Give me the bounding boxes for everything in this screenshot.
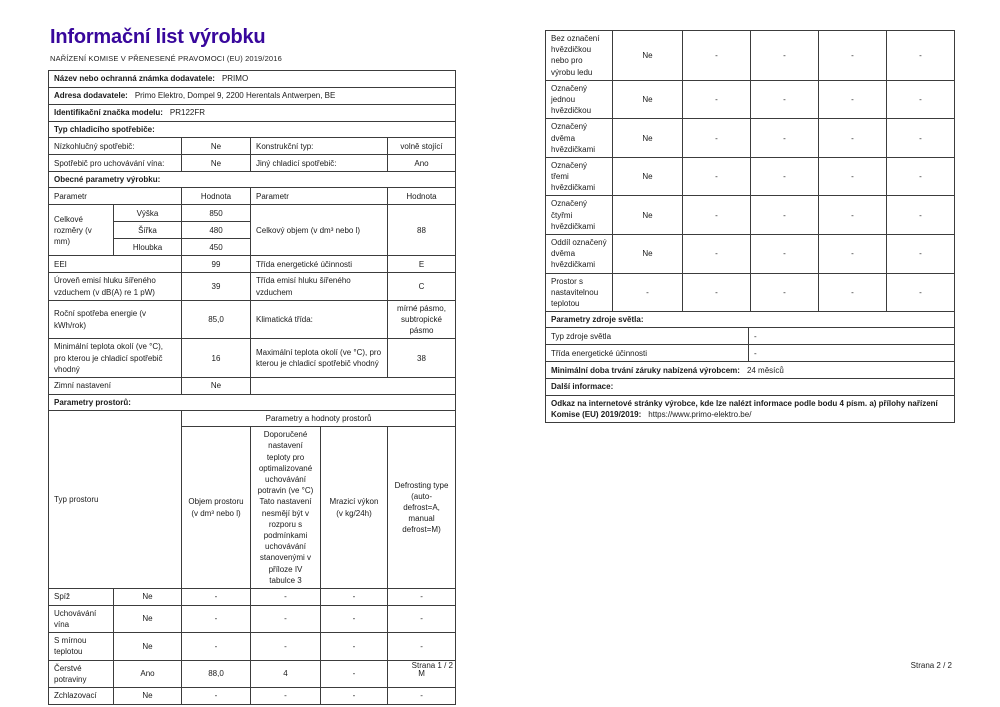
compartment-value-cell: - [683,196,751,235]
compartment-row [49,633,456,660]
light-section-header: Parametry zdroje světla: [546,312,955,328]
compartment-name-cell: Čerstvé potraviny [49,660,114,687]
compartment-row [49,660,456,687]
parameter-row [49,273,456,300]
compartment-value-cell: - [751,31,819,81]
param-value-cell: - [749,345,955,362]
warranty-cell [546,362,955,379]
param-value-cell: 99 [182,256,251,273]
column-header: Doporučené nastavení teploty pro optimalizované uchovávání potravin (ve °C) Tato nastavení nesmějí být v rozporu s podmínkami uchovávání stanovenými v příloze IV tabulce 3 [251,427,321,589]
type-row [49,138,456,155]
compartment-name-cell: Bez označení hvězdičkou nebo pro výrobu ledu [546,31,613,81]
compartment-row [49,588,456,605]
column-header: Parametr [251,188,388,205]
param-label-cell: Jiný chladicí spotřebič: [251,155,388,172]
compartment-value-cell: - [751,235,819,274]
compartment-value-cell: - [751,119,819,158]
compartments-section-header-row [49,394,456,410]
param-label-cell: Konstrukční typ: [251,138,388,155]
compartment-present-cell: Ne [613,235,683,274]
supplier-name-value: PRIMO [221,74,249,84]
compartment-type-header: Typ prostoru [49,411,182,589]
compartments-span-header: Parametry a hodnoty prostorů [182,411,456,427]
general-parameters-table [48,171,456,395]
compartment-value-cell: - [321,588,388,605]
compartment-value-cell: - [819,80,887,119]
compartment-name-cell: Označený třemi hvězdičkami [546,157,613,196]
model-id-value: PR122FR [169,108,206,118]
compartment-value-cell: - [683,157,751,196]
dimension-value-cell: 480 [182,222,251,239]
light-row [546,345,955,362]
compartment-row [546,196,955,235]
compartment-value-cell: - [819,196,887,235]
parameter-row [49,256,456,273]
parameter-row [49,339,456,378]
page-2 [545,0,954,707]
warranty-label: Minimální doba trvání záruky nabízená výrobcem: [551,365,740,375]
light-row [546,328,955,345]
param-label-cell: Spotřebič pro uchovávání vína: [49,155,182,172]
compartment-name-cell: Označený dvěma hvězdičkami [546,119,613,158]
compartment-value-cell: - [887,157,955,196]
compartment-value-cell: - [251,605,321,632]
column-header: Hodnota [388,188,456,205]
compartment-present-cell: Ne [613,196,683,235]
param-value-cell: 16 [182,339,251,378]
supplier-address-cell [49,88,456,105]
compartment-value-cell: - [819,119,887,158]
compartment-value-cell: - [683,31,751,81]
compartment-present-cell: Ne [114,688,182,705]
compartment-value-cell: - [321,633,388,660]
param-value-cell: mírné pásmo, subtropické pásmo [388,300,456,339]
type-section-header: Typ chladicího spotřebiče: [49,122,456,138]
light-source-table [545,311,955,423]
compartments-section-header: Parametry prostorů: [49,394,456,410]
parameter-row [49,300,456,339]
compartment-value-cell: - [182,688,251,705]
compartment-value-cell: - [819,157,887,196]
manufacturer-link-cell [546,395,955,422]
compartment-name-cell: Označený jednou hvězdičkou [546,80,613,119]
compartment-value-cell: - [683,273,751,312]
param-value-cell: Ne [182,155,251,172]
compartment-row [49,688,456,705]
total-volume-value-cell: 88 [388,205,456,256]
param-label-cell: Zimní nastavení [49,377,182,394]
compartment-value-cell: - [887,80,955,119]
type-row [49,155,456,172]
compartment-value-cell: - [321,688,388,705]
dimension-name-cell: Hloubka [114,239,182,256]
compartment-value-cell: - [388,588,456,605]
column-header: Objem prostoru (v dm³ nebo l) [182,427,251,589]
compartment-row [49,605,456,632]
dimension-value-cell: 850 [182,205,251,222]
param-label-cell: Maximální teplota okolí (ve °C), pro kterou je chladicí spotřebič vhodný [251,339,388,378]
column-header: Parametr [49,188,182,205]
compartment-present-cell: Ne [613,157,683,196]
compartment-row [546,80,955,119]
compartments-table [48,394,456,705]
param-value-cell: Ne [182,138,251,155]
column-header: Mrazicí výkon (v kg/24h) [321,427,388,589]
param-label-cell: Třída energetické účinnosti [546,345,749,362]
appliance-type-table [48,121,456,172]
dimensions-label-cell: Celkové rozměry (v mm) [49,205,114,256]
param-label-cell: Nízkohlučný spotřebič: [49,138,182,155]
compartment-present-cell: Ne [613,80,683,119]
param-label-cell: Úroveň emisí hluku šířeného vzduchem (v dB(A) re 1 pW) [49,273,182,300]
compartment-value-cell: - [887,196,955,235]
compartment-row [546,235,955,274]
param-value-cell: 85,0 [182,300,251,339]
compartment-present-cell: Ne [613,31,683,81]
compartment-name-cell: Uchovávání vína [49,605,114,632]
compartment-value-cell: - [251,633,321,660]
compartment-value-cell: - [819,31,887,81]
compartment-present-cell: Ano [114,660,182,687]
dimension-name-cell: Výška [114,205,182,222]
compartment-value-cell: - [751,196,819,235]
compartment-present-cell: Ne [114,633,182,660]
compartment-value-cell: - [683,119,751,158]
compartment-value-cell: 88,0 [182,660,251,687]
compartment-name-cell: Označený čtyřmi hvězdičkami [546,196,613,235]
compartment-value-cell: - [887,235,955,274]
compartment-value-cell: - [751,273,819,312]
compartment-value-cell: - [819,273,887,312]
compartment-value-cell: - [751,80,819,119]
compartment-value-cell: - [388,633,456,660]
column-header: Defrosting type (auto-defrost=A, manual defrost=M) [388,427,456,589]
compartment-row [546,273,955,312]
page-title: Informační list výrobku [50,26,266,48]
supplier-name-row [49,71,456,88]
compartment-present-cell: Ne [114,605,182,632]
warranty-row [546,362,955,379]
supplier-name-label: Název nebo ochranná známka dodavatele: [54,74,215,84]
compartment-name-cell: Spíž [49,588,114,605]
compartment-present-cell: - [613,273,683,312]
compartment-value-cell: - [887,119,955,158]
warranty-value: 24 měsíců [746,365,784,375]
compartment-name-cell: Zchlazovací [49,688,114,705]
empty-cell [251,377,456,394]
compartment-row [546,157,955,196]
column-header-row [49,188,456,205]
manufacturer-link-label: Odkaz na internetové stránky výrobce, kde lze nalézt informace podle bodu 4 písm. a) přílohy nařízení Komise (EU) 2019/2019: [551,398,938,419]
param-value-cell: Ne [182,377,251,394]
param-label-cell: Klimatická třída: [251,300,388,339]
supplier-name-cell [49,71,456,88]
compartment-value-cell: - [683,80,751,119]
compartment-value-cell: - [887,273,955,312]
compartments-continued-table [545,30,955,312]
compartment-value-cell: - [321,605,388,632]
general-section-header-row [49,172,456,188]
winter-setting-row [49,377,456,394]
regulation-subtitle: NAŘÍZENÍ KOMISE V PŘENESENÉ PRAVOMOCI (EU) 2019/2016 [50,54,282,63]
param-label-cell: Třída emisí hluku šířeného vzduchem [251,273,388,300]
compartment-value-cell: - [388,688,456,705]
param-value-cell: 38 [388,339,456,378]
compartment-value-cell: - [388,605,456,632]
param-value-cell: - [749,328,955,345]
param-label-cell: Třída energetické účinnosti [251,256,388,273]
dimension-value-cell: 450 [182,239,251,256]
compartment-value-cell: - [251,588,321,605]
compartments-span-header-row [49,411,456,427]
supplier-address-value: Primo Elektro, Dompel 9, 2200 Herentals Antwerpen, BE [134,91,336,101]
param-value-cell: 39 [182,273,251,300]
compartment-value-cell: - [819,235,887,274]
param-value-cell: Ano [388,155,456,172]
dimension-name-cell: Šířka [114,222,182,239]
compartment-value-cell: - [182,605,251,632]
general-section-header: Obecné parametry výrobku: [49,172,456,188]
compartment-name-cell: Oddíl označený dvěma hvězdičkami [546,235,613,274]
supplier-address-row [49,88,456,105]
compartment-value-cell: - [182,588,251,605]
total-volume-label-cell: Celkový objem (v dm³ nebo l) [251,205,388,256]
model-id-cell [49,105,456,122]
model-id-label: Identifikační značka modelu: [54,108,163,118]
compartment-value-cell: - [751,157,819,196]
page-number-2: Strana 2 / 2 [910,661,952,670]
param-label-cell: EEI [49,256,182,273]
compartment-row [546,119,955,158]
page-1 [48,0,455,707]
supplier-address-label: Adresa dodavatele: [54,91,128,101]
manufacturer-website-link[interactable]: https://www.primo-elektro.be/ [648,409,752,419]
page-number-1: Strana 1 / 2 [411,661,453,670]
type-section-header-row [49,122,456,138]
compartment-value-cell: - [321,660,388,687]
compartment-value-cell: - [683,235,751,274]
compartment-present-cell: Ne [613,119,683,158]
model-id-row [49,105,456,122]
compartment-value-cell: M [388,660,456,687]
compartment-value-cell: - [251,688,321,705]
column-header: Hodnota [182,188,251,205]
compartment-value-cell: - [887,31,955,81]
param-value-cell: C [388,273,456,300]
param-label-cell: Roční spotřeba energie (v kWh/rok) [49,300,182,339]
param-label-cell: Typ zdroje světla [546,328,749,345]
compartment-value-cell: - [182,633,251,660]
manufacturer-link-row [546,395,955,422]
param-value-cell: volně stojící [388,138,456,155]
param-value-cell: E [388,256,456,273]
compartment-row [546,31,955,81]
compartment-name-cell: S mírnou teplotou [49,633,114,660]
supplier-table [48,70,456,122]
additional-info-label: Další informace: [546,379,955,395]
compartment-name-cell: Prostor s nastavitelnou teplotou [546,273,613,312]
compartment-value-cell: 4 [251,660,321,687]
param-label-cell: Minimální teplota okolí (ve °C), pro kterou je chladicí spotřebič vhodný [49,339,182,378]
compartment-present-cell: Ne [114,588,182,605]
dimensions-row [49,205,456,222]
additional-info-row [546,379,955,395]
light-section-header-row [546,312,955,328]
